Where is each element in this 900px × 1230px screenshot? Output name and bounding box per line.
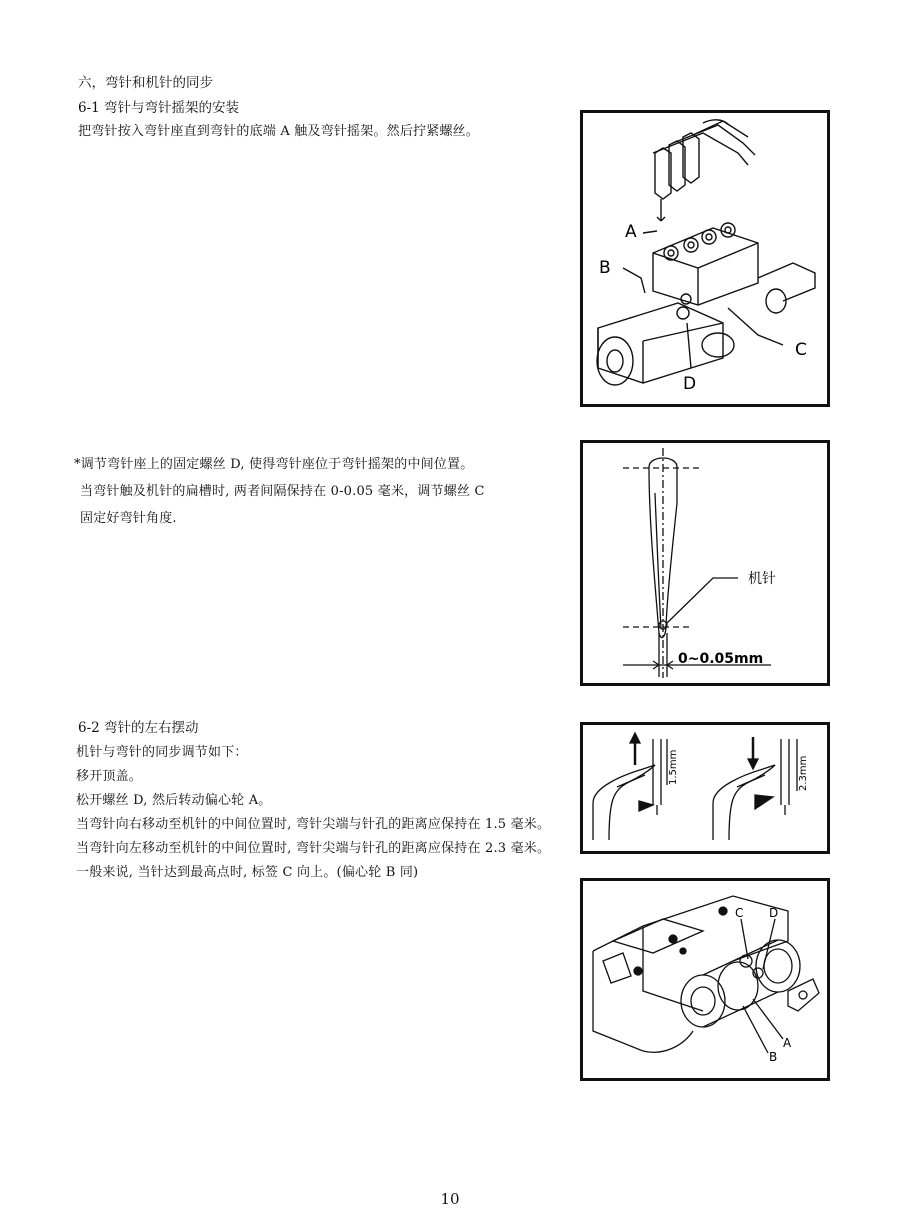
looper-movement-drawing xyxy=(583,725,827,851)
adjust-line-3: 固定好弯针角度. xyxy=(80,511,177,526)
fig1-label-c: C xyxy=(795,340,807,360)
fig4-label-b: B xyxy=(769,1050,778,1064)
page-number: 10 xyxy=(440,1190,460,1208)
fig1-label-a: A xyxy=(625,222,637,242)
fig4-label-c: C xyxy=(735,906,744,920)
sync-line-3: 松开螺丝 D, 然后转动偏心轮 A。 xyxy=(76,793,272,808)
fig2-gap-label: 0~0.05mm xyxy=(678,651,764,667)
fig4-label-a: A xyxy=(783,1036,792,1050)
sync-line-5: 当弯针向左移动至机针的中间位置时, 弯针尖端与针孔的距离应保持在 2.3 毫米。 xyxy=(76,841,551,856)
subsection-6-1-title: 6-1 弯针与弯针摇架的安装 xyxy=(78,100,240,116)
fig3-right-dim: 2.3mm xyxy=(798,755,809,791)
sync-line-2: 移开顶盖。 xyxy=(76,769,143,784)
subsection-6-1-text: 把弯针按入弯针座直到弯针的底端 A 触及弯针摇架。然后拧紧螺丝。 xyxy=(78,124,480,139)
section-title: 六，弯针和机针的同步 xyxy=(78,75,213,91)
sync-line-6: 一般来说, 当针达到最高点时, 标签 C 向上。(偏心轮 B 同) xyxy=(76,865,419,880)
sync-line-1: 机针与弯针的同步调节如下： xyxy=(76,745,248,760)
eccentric-cam-figure xyxy=(580,878,830,1081)
fig1-label-d: D xyxy=(683,374,697,394)
looper-installation-drawing xyxy=(583,113,827,404)
adjust-line-1: *调节弯针座上的固定螺丝 D, 使得弯针座位于弯针摇架的中间位置。 xyxy=(74,457,474,472)
adjust-line-2: 当弯针触及机针的扁槽时, 两者间隔保持在 0-0.05 毫米，调节螺丝 C xyxy=(80,484,485,499)
sync-line-4: 当弯针向右移动至机针的中间位置时, 弯针尖端与针孔的距离应保持在 1.5 毫米。 xyxy=(76,817,551,832)
looper-movement-figure xyxy=(580,722,830,854)
needle-clearance-figure xyxy=(580,440,830,686)
fig3-left-dim: 1.5mm xyxy=(668,749,679,785)
fig4-label-d: D xyxy=(769,906,779,920)
fig2-needle-label: 机针 xyxy=(748,571,776,587)
looper-installation-figure xyxy=(580,110,830,407)
subsection-6-2-title: 6-2 弯针的左右摆动 xyxy=(78,720,199,736)
eccentric-cam-drawing xyxy=(583,881,827,1078)
fig1-label-b: B xyxy=(599,258,611,278)
needle-clearance-drawing xyxy=(583,443,827,683)
